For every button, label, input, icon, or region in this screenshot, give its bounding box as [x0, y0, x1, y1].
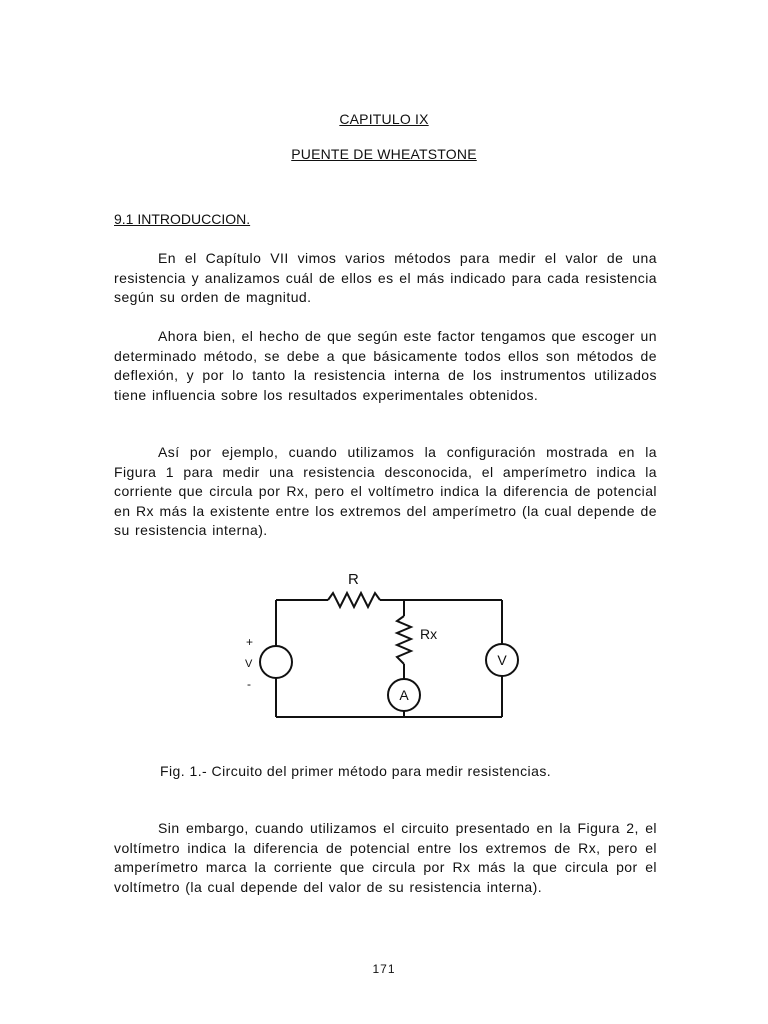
voltage-source — [260, 646, 292, 678]
ammeter-label: A — [399, 687, 409, 703]
resistor-rx — [397, 616, 411, 664]
chapter-heading — [0, 111, 768, 127]
paragraph-3: Así por ejemplo, cuando utilizamos la configuración mostrada en la Figura 1 para medir una resistencia desconocida, el amperímetro indica la corriente que circula por Rx, pero el voltímetro indica la diferencia de potencial en Rx más la existente entre los extremos del amperímetro (la cual depende de su resistencia interna). — [114, 444, 657, 538]
page-number: 171 — [372, 962, 396, 976]
label-r: R — [348, 571, 359, 588]
label-plus: + — [246, 635, 254, 649]
label-rx: Rx — [420, 626, 438, 642]
paragraph-2: Ahora bien, el hecho de que según este factor tengamos que escoger un determinado método, se debe a que básicamente todos ellos son métodos de deflexión, y por lo tanto la resistencia interna de los instrumentos utilizados tiene influencia sobre los resultados experimentales obtenidos. — [114, 328, 657, 403]
label-minus: - — [247, 677, 251, 691]
circuit-figure — [230, 566, 530, 726]
paragraph-1: En el Capítulo VII vimos varios métodos para medir el valor de una resistencia y analizamos cuál de ellos es el más indicado para cada resistencia según su orden de magnitud. — [114, 250, 657, 305]
label-source-v: V — [245, 658, 253, 670]
voltmeter-label: V — [497, 652, 507, 668]
chapter-heading-text: CAPITULO IX — [339, 111, 429, 127]
paragraph-4: Sin embargo, cuando utilizamos el circuito presentado en la Figura 2, el voltímetro indica la diferencia de potencial entre los extremos de Rx, pero el amperímetro marca la corriente que circula por Rx más la que circula por el voltímetro (la cual depende del valor de su resistencia interna). — [114, 820, 657, 895]
figure-caption: Fig. 1.- Circuito del primer método para medir resistencias. — [160, 763, 552, 779]
chapter-title — [0, 146, 768, 162]
section-heading: 9.1 INTRODUCCION. — [114, 211, 251, 227]
chapter-title-text: PUENTE DE WHEATSTONE — [291, 146, 477, 162]
resistor-r — [328, 593, 380, 607]
